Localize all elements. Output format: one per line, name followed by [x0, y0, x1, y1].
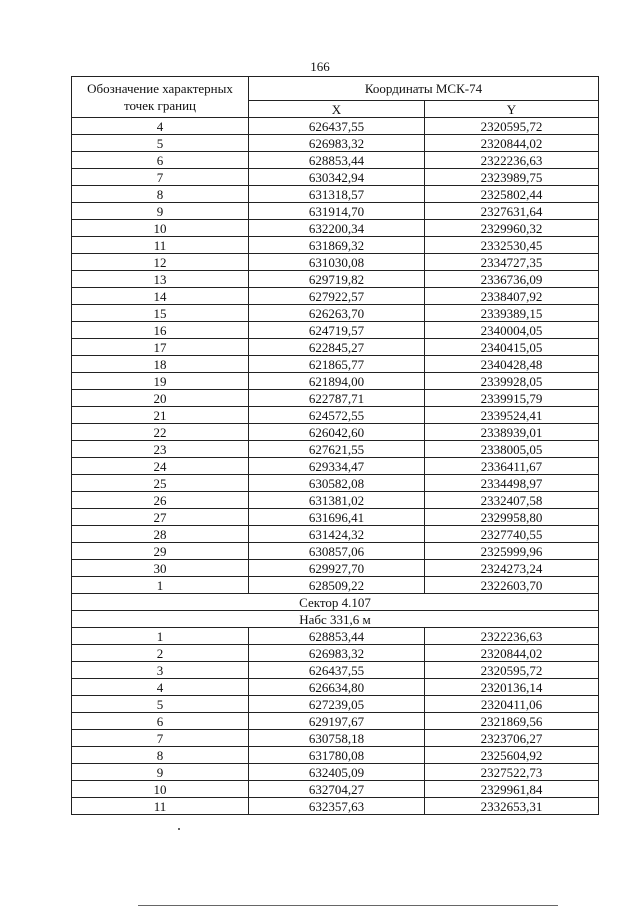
table-row: [72, 169, 599, 186]
point-number-cell: 10: [72, 220, 249, 237]
point-number-cell: 11: [72, 798, 249, 815]
point-number-cell: 5: [72, 696, 249, 713]
table-row: [72, 152, 599, 169]
y-coordinate-cell: 2340415,05: [425, 339, 599, 356]
x-coordinate-cell: 630857,06: [249, 543, 425, 560]
y-coordinate-cell: 2336736,09: [425, 271, 599, 288]
x-coordinate-cell: 631318,57: [249, 186, 425, 203]
point-number-cell: 14: [72, 288, 249, 305]
table-row: [72, 713, 599, 730]
point-number-cell: 7: [72, 169, 249, 186]
y-coordinate-cell: 2338939,01: [425, 424, 599, 441]
y-coordinate-cell: 2338005,05: [425, 441, 599, 458]
y-coordinate-cell: 2320595,72: [425, 662, 599, 679]
table-row: [72, 135, 599, 152]
point-number-cell: 23: [72, 441, 249, 458]
point-number-cell: 7: [72, 730, 249, 747]
sector-title-row: [72, 594, 599, 611]
y-coordinate-cell: 2322236,63: [425, 152, 599, 169]
x-coordinate-cell: 628509,22: [249, 577, 425, 594]
point-number-cell: 24: [72, 458, 249, 475]
sector-height-row: [72, 611, 599, 628]
table-row: [72, 220, 599, 237]
point-number-cell: 29: [72, 543, 249, 560]
table-row: [72, 322, 599, 339]
point-number-cell: 11: [72, 237, 249, 254]
table-row: [72, 543, 599, 560]
y-coordinate-cell: 2320844,02: [425, 645, 599, 662]
table-row: [72, 696, 599, 713]
x-coordinate-cell: 624572,55: [249, 407, 425, 424]
y-coordinate-cell: 2327631,64: [425, 203, 599, 220]
x-coordinate-cell: 632405,09: [249, 764, 425, 781]
x-coordinate-cell: 621894,00: [249, 373, 425, 390]
y-coordinate-cell: 2332653,31: [425, 798, 599, 815]
table-row: [72, 288, 599, 305]
x-coordinate-cell: 630582,08: [249, 475, 425, 492]
x-coordinate-cell: 631424,32: [249, 526, 425, 543]
y-coordinate-cell: 2320411,06: [425, 696, 599, 713]
table-row: [72, 747, 599, 764]
point-number-cell: 27: [72, 509, 249, 526]
x-coordinate-cell: 622787,71: [249, 390, 425, 407]
y-coordinate-cell: 2334498,97: [425, 475, 599, 492]
table-row: [72, 339, 599, 356]
x-coordinate-cell: 626263,70: [249, 305, 425, 322]
x-coordinate-cell: 626437,55: [249, 118, 425, 135]
table-row: [72, 781, 599, 798]
point-number-cell: 20: [72, 390, 249, 407]
point-number-cell: 1: [72, 628, 249, 645]
coordinates-table: [71, 76, 599, 815]
x-column-header: X: [249, 101, 425, 118]
point-number-cell: 16: [72, 322, 249, 339]
y-coordinate-cell: 2339928,05: [425, 373, 599, 390]
y-coordinate-cell: 2329961,84: [425, 781, 599, 798]
point-number-cell: 10: [72, 781, 249, 798]
x-coordinate-cell: 631696,41: [249, 509, 425, 526]
x-coordinate-cell: 628853,44: [249, 628, 425, 645]
y-column-header: Y: [425, 101, 599, 118]
scan-speck: [178, 828, 180, 830]
sector-title: Сектор 4.107: [72, 594, 599, 611]
y-coordinate-cell: 2321869,56: [425, 713, 599, 730]
sector-section: [72, 594, 599, 628]
table-row: [72, 424, 599, 441]
x-coordinate-cell: 626983,32: [249, 135, 425, 152]
x-coordinate-cell: 631869,32: [249, 237, 425, 254]
y-coordinate-cell: 2327740,55: [425, 526, 599, 543]
x-coordinate-cell: 627621,55: [249, 441, 425, 458]
x-coordinate-cell: 631381,02: [249, 492, 425, 509]
table-row: [72, 441, 599, 458]
y-coordinate-cell: 2325604,92: [425, 747, 599, 764]
table-body-main: [72, 118, 599, 594]
x-coordinate-cell: 632704,27: [249, 781, 425, 798]
table-row: [72, 237, 599, 254]
point-number-cell: 2: [72, 645, 249, 662]
table-row: [72, 203, 599, 220]
y-coordinate-cell: 2332407,58: [425, 492, 599, 509]
table-row: [72, 577, 599, 594]
x-coordinate-cell: 626437,55: [249, 662, 425, 679]
x-coordinate-cell: 622845,27: [249, 339, 425, 356]
y-coordinate-cell: 2325802,44: [425, 186, 599, 203]
table-row: [72, 373, 599, 390]
point-number-cell: 21: [72, 407, 249, 424]
point-number-cell: 4: [72, 679, 249, 696]
y-coordinate-cell: 2325999,96: [425, 543, 599, 560]
x-coordinate-cell: 629927,70: [249, 560, 425, 577]
point-number-cell: 3: [72, 662, 249, 679]
y-coordinate-cell: 2320136,14: [425, 679, 599, 696]
y-coordinate-cell: 2320595,72: [425, 118, 599, 135]
table-row: [72, 254, 599, 271]
table-row: [72, 798, 599, 815]
x-coordinate-cell: 628853,44: [249, 152, 425, 169]
table-row: [72, 645, 599, 662]
table-row: [72, 509, 599, 526]
x-coordinate-cell: 629197,67: [249, 713, 425, 730]
point-number-cell: 15: [72, 305, 249, 322]
table-row: [72, 730, 599, 747]
y-coordinate-cell: 2332530,45: [425, 237, 599, 254]
table-body-sector: [72, 628, 599, 815]
x-coordinate-cell: 631030,08: [249, 254, 425, 271]
point-number-cell: 30: [72, 560, 249, 577]
points-column-header: Обозначение характерных точек границ: [72, 77, 249, 118]
point-number-cell: 6: [72, 152, 249, 169]
table-row: [72, 118, 599, 135]
table-row: [72, 492, 599, 509]
point-number-cell: 25: [72, 475, 249, 492]
y-coordinate-cell: 2329958,80: [425, 509, 599, 526]
x-coordinate-cell: 632357,63: [249, 798, 425, 815]
x-coordinate-cell: 627922,57: [249, 288, 425, 305]
point-number-cell: 8: [72, 186, 249, 203]
table-row: [72, 679, 599, 696]
point-number-cell: 17: [72, 339, 249, 356]
point-number-cell: 9: [72, 764, 249, 781]
y-coordinate-cell: 2329960,32: [425, 220, 599, 237]
point-number-cell: 19: [72, 373, 249, 390]
point-number-cell: 22: [72, 424, 249, 441]
coordinates-system-header: Координаты МСК-74: [249, 77, 599, 101]
table-row: [72, 628, 599, 645]
sector-height: Набс 331,6 м: [72, 611, 599, 628]
table-row: [72, 271, 599, 288]
table-row: [72, 390, 599, 407]
table-row: [72, 407, 599, 424]
x-coordinate-cell: 626634,80: [249, 679, 425, 696]
y-coordinate-cell: 2339524,41: [425, 407, 599, 424]
table-row: [72, 356, 599, 373]
point-number-cell: 12: [72, 254, 249, 271]
point-number-cell: 5: [72, 135, 249, 152]
point-number-cell: 4: [72, 118, 249, 135]
x-coordinate-cell: 624719,57: [249, 322, 425, 339]
point-number-cell: 1: [72, 577, 249, 594]
y-coordinate-cell: 2336411,67: [425, 458, 599, 475]
y-coordinate-cell: 2339915,79: [425, 390, 599, 407]
y-coordinate-cell: 2340428,48: [425, 356, 599, 373]
table-row: [72, 186, 599, 203]
y-coordinate-cell: 2327522,73: [425, 764, 599, 781]
x-coordinate-cell: 631914,70: [249, 203, 425, 220]
y-coordinate-cell: 2340004,05: [425, 322, 599, 339]
x-coordinate-cell: 630342,94: [249, 169, 425, 186]
x-coordinate-cell: 629334,47: [249, 458, 425, 475]
table-row: [72, 305, 599, 322]
y-coordinate-cell: 2320844,02: [425, 135, 599, 152]
table-row: [72, 458, 599, 475]
point-number-cell: 28: [72, 526, 249, 543]
x-coordinate-cell: 629719,82: [249, 271, 425, 288]
x-coordinate-cell: 626983,32: [249, 645, 425, 662]
point-number-cell: 9: [72, 203, 249, 220]
point-number-cell: 26: [72, 492, 249, 509]
y-coordinate-cell: 2323989,75: [425, 169, 599, 186]
x-coordinate-cell: 632200,34: [249, 220, 425, 237]
x-coordinate-cell: 626042,60: [249, 424, 425, 441]
y-coordinate-cell: 2324273,24: [425, 560, 599, 577]
y-coordinate-cell: 2334727,35: [425, 254, 599, 271]
x-coordinate-cell: 630758,18: [249, 730, 425, 747]
x-coordinate-cell: 621865,77: [249, 356, 425, 373]
table-row: [72, 526, 599, 543]
table-row: [72, 560, 599, 577]
y-coordinate-cell: 2338407,92: [425, 288, 599, 305]
y-coordinate-cell: 2322236,63: [425, 628, 599, 645]
page-number: 166: [310, 59, 330, 74]
point-number-cell: 18: [72, 356, 249, 373]
point-number-cell: 8: [72, 747, 249, 764]
point-number-cell: 6: [72, 713, 249, 730]
y-coordinate-cell: 2339389,15: [425, 305, 599, 322]
x-coordinate-cell: 627239,05: [249, 696, 425, 713]
x-coordinate-cell: 631780,08: [249, 747, 425, 764]
y-coordinate-cell: 2322603,70: [425, 577, 599, 594]
table-row: [72, 662, 599, 679]
point-number-cell: 13: [72, 271, 249, 288]
table-row: [72, 475, 599, 492]
table-row: [72, 764, 599, 781]
y-coordinate-cell: 2323706,27: [425, 730, 599, 747]
